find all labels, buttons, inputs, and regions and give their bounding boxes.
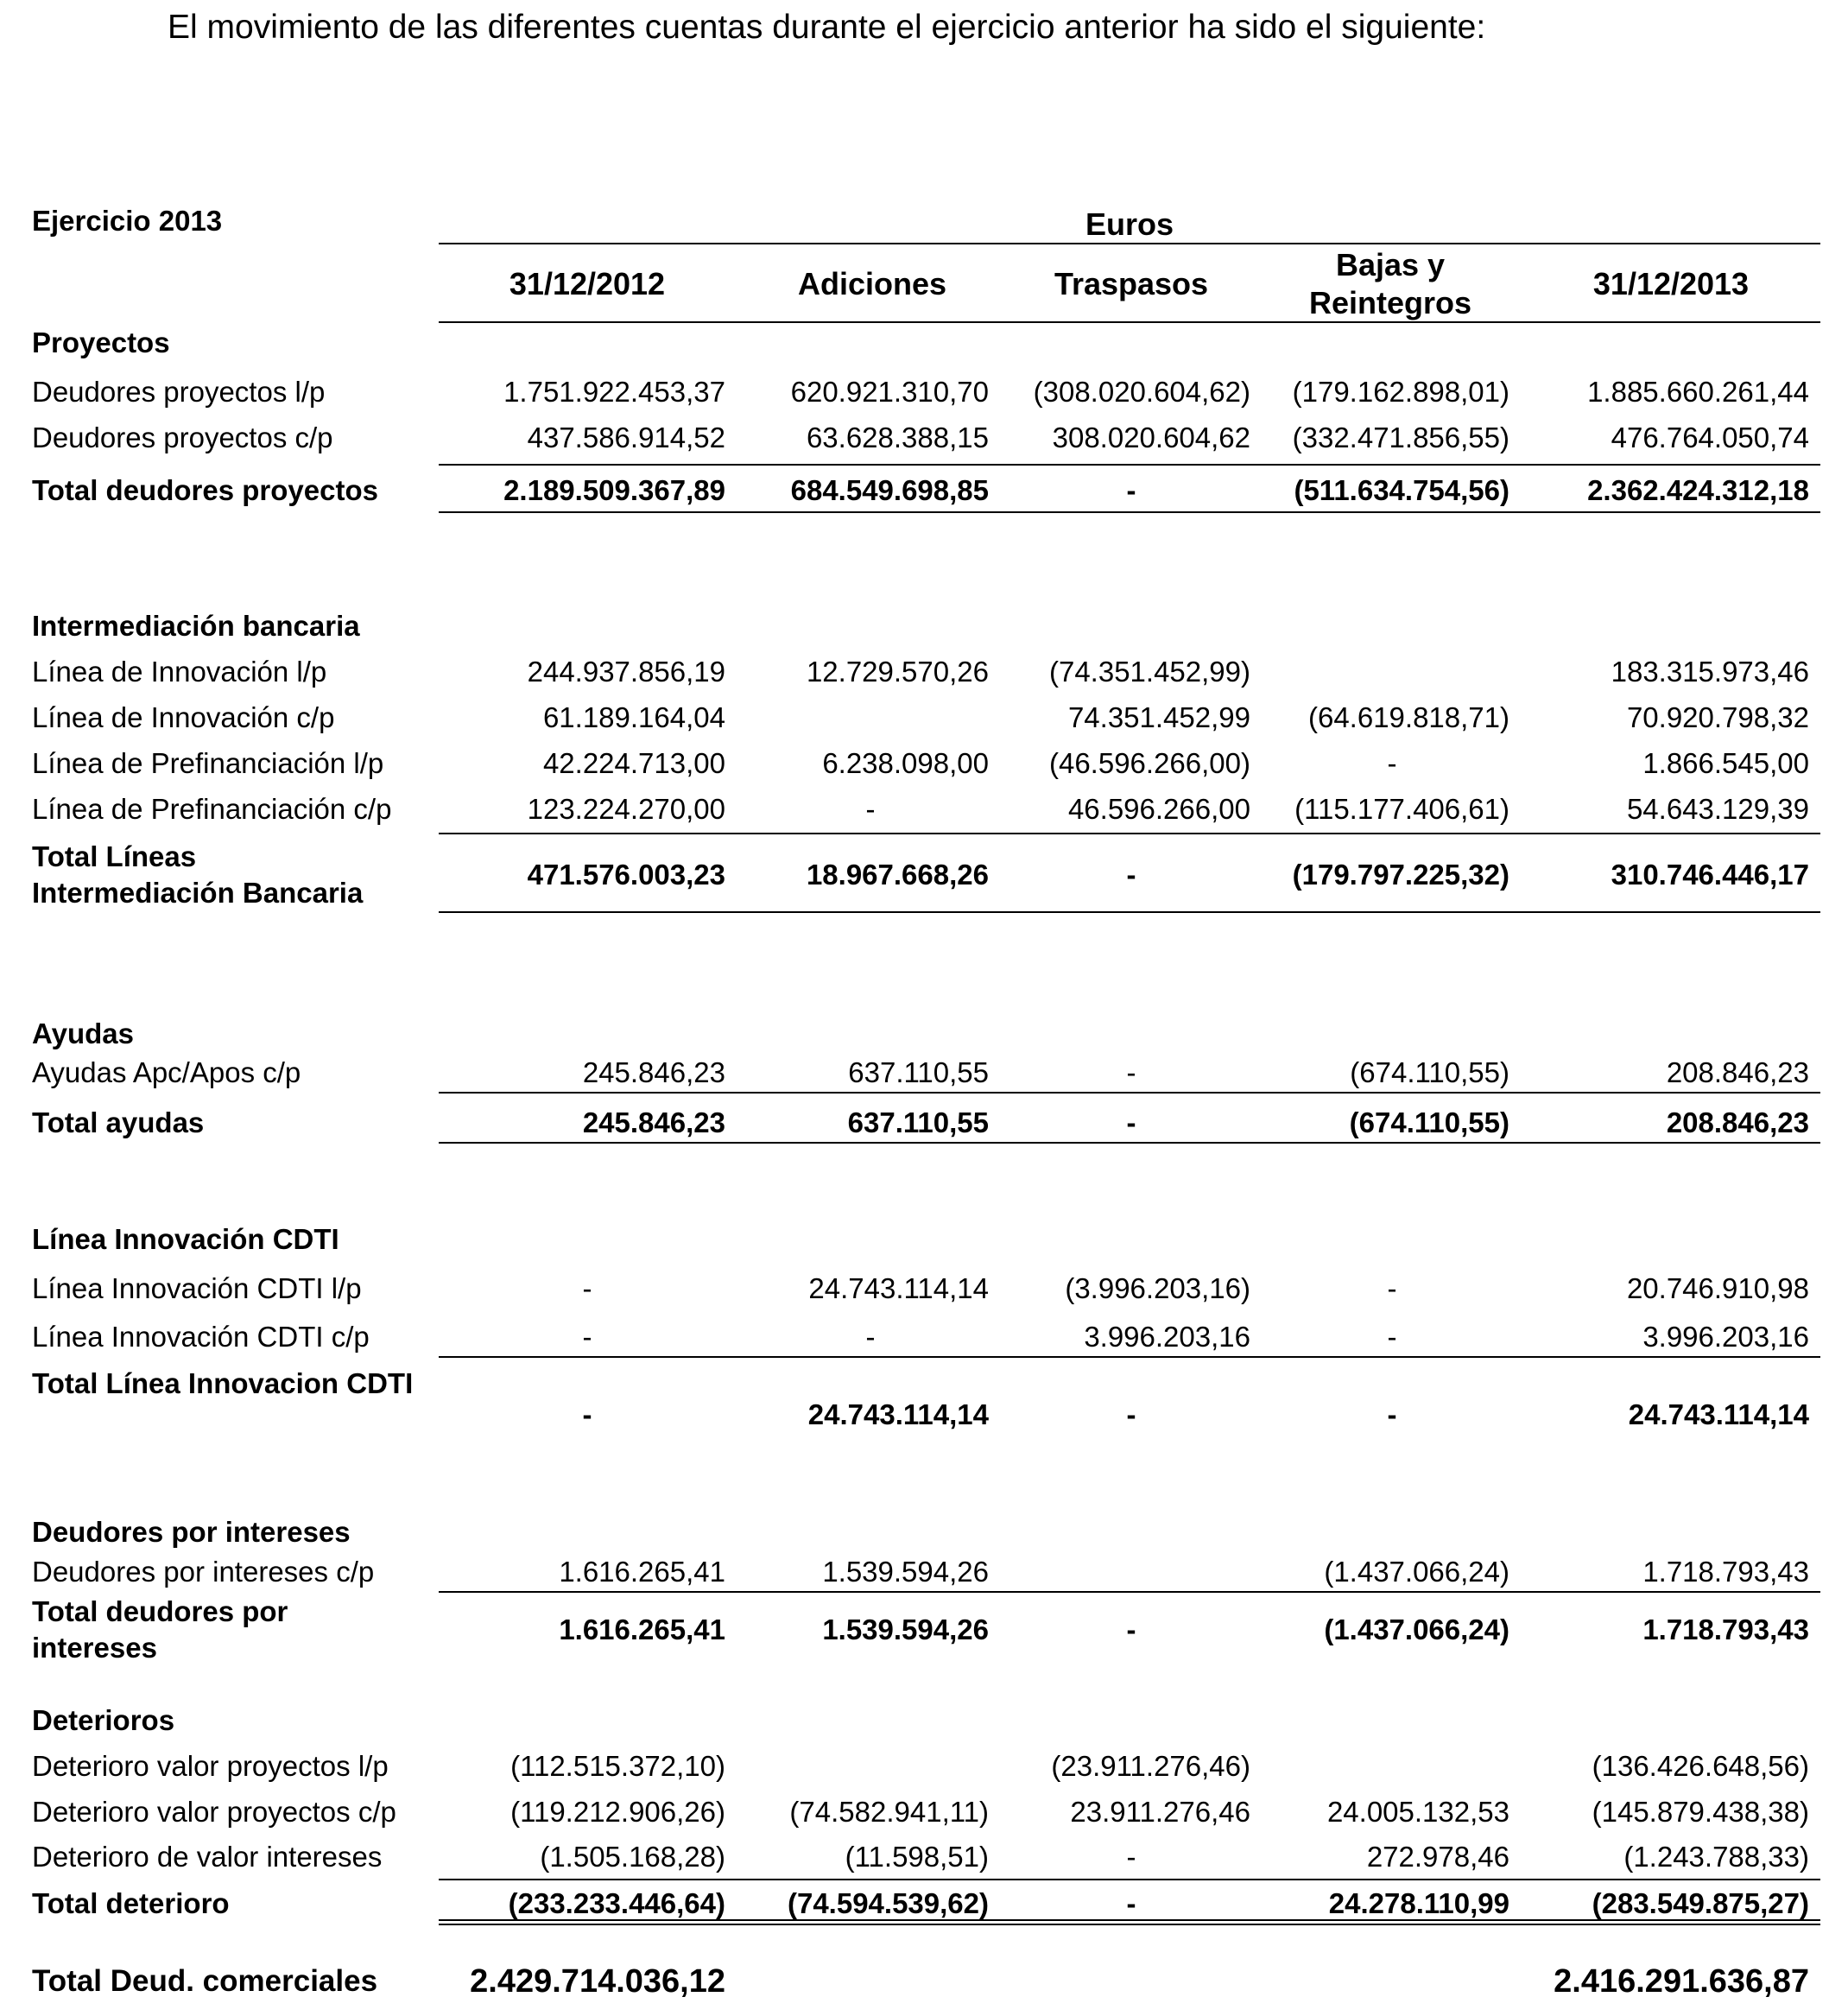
cell-value: 18.967.668,26 bbox=[806, 859, 989, 891]
total-row-label-line2: intereses bbox=[32, 1632, 157, 1664]
cell-value: 2.362.424.312,18 bbox=[1587, 474, 1809, 506]
row-rule bbox=[439, 833, 1820, 834]
cell-value: 1.718.793,43 bbox=[1642, 1556, 1809, 1588]
cell-value: 61.189.164,04 bbox=[542, 701, 725, 733]
cell-value: 1.616.265,41 bbox=[559, 1556, 725, 1588]
row-label: Línea de Prefinanciación l/p bbox=[32, 747, 384, 779]
row-rule bbox=[439, 1092, 1820, 1094]
cell-value: 637.110,55 bbox=[847, 1106, 989, 1138]
cell-value: 476.764.050,74 bbox=[1611, 422, 1809, 453]
cell-value: 1.539.594,26 bbox=[822, 1556, 989, 1588]
total-row-label: Total ayudas bbox=[32, 1106, 205, 1138]
row-label: Línea de Innovación l/p bbox=[32, 656, 327, 688]
intro-text: El movimiento de las diferentes cuentas durante el ejercicio anterior ha sido el siguiente: bbox=[168, 9, 1486, 46]
cell-value: 3.996.203,16 bbox=[1642, 1321, 1809, 1353]
cell-value: (179.162.898,01) bbox=[1292, 376, 1509, 408]
col-header-adiciones: Adiciones bbox=[797, 266, 947, 301]
row-rule bbox=[439, 511, 1820, 513]
row-label: Deudores por intereses c/p bbox=[32, 1556, 375, 1588]
cell-value: (233.233.446,64) bbox=[508, 1887, 725, 1919]
cell-value: 245.846,23 bbox=[582, 1056, 725, 1088]
col-header-2013: 31/12/2013 bbox=[1592, 266, 1750, 301]
col-header-reintegros: Reintegros bbox=[1308, 285, 1472, 320]
cell-value: - bbox=[582, 1321, 592, 1353]
cell-value: - bbox=[1387, 747, 1397, 779]
cell-value: 1.751.922.453,37 bbox=[503, 376, 725, 408]
cell-value: 2.429.714.036,12 bbox=[470, 1963, 725, 2000]
cell-value: - bbox=[865, 793, 876, 825]
row-label: Ayudas Apc/Apos c/p bbox=[32, 1056, 301, 1088]
cell-value: (74.351.452,99) bbox=[1048, 656, 1250, 688]
section-title: Ayudas bbox=[32, 1018, 134, 1049]
section-title: Proyectos bbox=[32, 326, 170, 358]
cell-value: (1.505.168,28) bbox=[540, 1841, 725, 1873]
currency-label: Euros bbox=[1085, 206, 1174, 242]
header-rule-top bbox=[439, 243, 1820, 244]
cell-value: 1.866.545,00 bbox=[1642, 747, 1809, 779]
cell-value: (74.582.941,11) bbox=[789, 1796, 989, 1828]
row-label: Deterioro valor proyectos l/p bbox=[32, 1750, 389, 1782]
cell-value: 637.110,55 bbox=[848, 1056, 989, 1088]
cell-value: 437.586.914,52 bbox=[527, 422, 725, 453]
section-title: Deudores por intereses bbox=[32, 1516, 351, 1548]
cell-value: - bbox=[1387, 1272, 1397, 1304]
col-header-2012: 31/12/2012 bbox=[509, 266, 666, 301]
cell-value: (1.437.066,24) bbox=[1324, 1556, 1509, 1588]
row-label: Línea de Innovación c/p bbox=[32, 701, 335, 733]
total-row-label: Total Deud. comerciales bbox=[32, 1964, 378, 1998]
cell-value: - bbox=[865, 1321, 876, 1353]
row-label: Deterioro valor proyectos c/p bbox=[32, 1796, 396, 1828]
section-title: Línea Innovación CDTI bbox=[32, 1223, 339, 1255]
cell-value: (1.243.788,33) bbox=[1623, 1841, 1809, 1873]
cell-value: 2.416.291.636,87 bbox=[1554, 1963, 1809, 2000]
cell-value: 24.005.132,53 bbox=[1326, 1796, 1509, 1828]
cell-value: 42.224.713,00 bbox=[542, 747, 725, 779]
cell-value: 20.746.910,98 bbox=[1626, 1272, 1809, 1304]
row-label: Línea Innovación CDTI l/p bbox=[32, 1272, 362, 1304]
cell-value: 684.549.698,85 bbox=[790, 474, 989, 506]
cell-value: (136.426.648,56) bbox=[1592, 1750, 1809, 1782]
cell-value: 244.937.856,19 bbox=[527, 656, 725, 688]
cell-value: (308.020.604,62) bbox=[1033, 376, 1250, 408]
cell-value: 310.746.446,17 bbox=[1611, 859, 1809, 891]
cell-value: - bbox=[1126, 1106, 1136, 1138]
cell-value: 3.996.203,16 bbox=[1084, 1321, 1250, 1353]
col-header-bajas: Bajas y bbox=[1335, 247, 1446, 282]
cell-value: (674.110,55) bbox=[1349, 1106, 1509, 1138]
row-rule bbox=[439, 911, 1820, 913]
col-header-traspasos: Traspasos bbox=[1054, 266, 1209, 301]
row-label: Deudores proyectos l/p bbox=[32, 376, 326, 408]
cell-value: (145.879.438,38) bbox=[1592, 1796, 1809, 1828]
cell-value: (3.996.203,16) bbox=[1065, 1272, 1250, 1304]
total-row-label: Total Líneas bbox=[32, 840, 197, 872]
row-rule bbox=[439, 1142, 1820, 1144]
cell-value: 24.278.110,99 bbox=[1328, 1887, 1509, 1919]
row-rule bbox=[439, 1591, 1820, 1593]
cell-value: 620.921.310,70 bbox=[790, 376, 989, 408]
cell-value: - bbox=[1126, 474, 1136, 506]
row-label: Línea Innovación CDTI c/p bbox=[32, 1321, 370, 1353]
cell-value: (23.911.276,46) bbox=[1051, 1750, 1250, 1782]
cell-value: (46.596.266,00) bbox=[1048, 747, 1250, 779]
row-label: Línea de Prefinanciación c/p bbox=[32, 793, 392, 825]
cell-value: 1.539.594,26 bbox=[822, 1613, 989, 1645]
cell-value: 2.189.509.367,89 bbox=[503, 474, 725, 506]
cell-value: 6.238.098,00 bbox=[822, 747, 989, 779]
cell-value: - bbox=[582, 1272, 592, 1304]
cell-value: - bbox=[1387, 1321, 1397, 1353]
cell-value: - bbox=[1126, 1887, 1136, 1919]
ejercicio-label: Ejercicio 2013 bbox=[32, 205, 223, 237]
section-title: Deterioros bbox=[32, 1704, 175, 1736]
row-label: Deterioro de valor intereses bbox=[32, 1841, 383, 1873]
total-row-label: Total deterioro bbox=[32, 1887, 230, 1919]
cell-value: - bbox=[1126, 1841, 1136, 1873]
cell-value: 1.718.793,43 bbox=[1642, 1613, 1809, 1645]
total-row-label: Total deudores por bbox=[32, 1595, 288, 1627]
cell-value: 308.020.604,62 bbox=[1052, 422, 1250, 453]
cell-value: (332.471.856,55) bbox=[1292, 422, 1509, 453]
cell-value: 1.885.660.261,44 bbox=[1587, 376, 1809, 408]
cell-value: - bbox=[1126, 1398, 1136, 1430]
row-rule bbox=[439, 1879, 1820, 1880]
cell-value: 63.628.388,15 bbox=[806, 422, 989, 453]
cell-value: 183.315.973,46 bbox=[1611, 656, 1809, 688]
cell-value: (511.634.754,56) bbox=[1294, 474, 1509, 506]
cell-value: 12.729.570,26 bbox=[806, 656, 989, 688]
cell-value: (112.515.372,10) bbox=[510, 1750, 725, 1782]
cell-value: (11.598,51) bbox=[845, 1841, 989, 1873]
section-title: Intermediación bancaria bbox=[32, 610, 360, 642]
cell-value: 272.978,46 bbox=[1366, 1841, 1509, 1873]
total-row-label: Total Línea Innovacion CDTI bbox=[32, 1367, 414, 1399]
cell-value: 54.643.129,39 bbox=[1626, 793, 1809, 825]
cell-value: 1.616.265,41 bbox=[559, 1613, 725, 1645]
cell-value: (119.212.906,26) bbox=[510, 1796, 725, 1828]
cell-value: - bbox=[1126, 1613, 1136, 1645]
cell-value: (64.619.818,71) bbox=[1307, 701, 1509, 733]
cell-value: (179.797.225,32) bbox=[1292, 859, 1509, 891]
cell-value: 208.846,23 bbox=[1666, 1056, 1809, 1088]
row-rule bbox=[439, 1356, 1820, 1358]
row-rule bbox=[439, 464, 1820, 466]
cell-value: (674.110,55) bbox=[1350, 1056, 1509, 1088]
cell-value: 24.743.114,14 bbox=[808, 1272, 989, 1304]
cell-value: - bbox=[1126, 1056, 1136, 1088]
cell-value: 123.224.270,00 bbox=[527, 793, 725, 825]
cell-value: (283.549.875,27) bbox=[1592, 1887, 1809, 1919]
cell-value: - bbox=[1387, 1398, 1397, 1430]
total-row-label: Total deudores proyectos bbox=[32, 474, 378, 506]
cell-value: - bbox=[582, 1398, 592, 1430]
cell-value: (1.437.066,24) bbox=[1324, 1613, 1509, 1645]
header-rule-bottom bbox=[439, 321, 1820, 323]
cell-value: 70.920.798,32 bbox=[1626, 701, 1809, 733]
cell-value: 245.846,23 bbox=[582, 1106, 725, 1138]
cell-value: 23.911.276,46 bbox=[1070, 1796, 1250, 1828]
cell-value: 471.576.003,23 bbox=[527, 859, 725, 891]
cell-value: 24.743.114,14 bbox=[807, 1398, 989, 1430]
total-row-label-line2: Intermediación Bancaria bbox=[32, 877, 364, 909]
cell-value: - bbox=[1126, 859, 1136, 891]
row-label: Deudores proyectos c/p bbox=[32, 422, 333, 453]
cell-value: 24.743.114,14 bbox=[1628, 1398, 1809, 1430]
cell-value: 46.596.266,00 bbox=[1067, 793, 1250, 825]
cell-value: 74.351.452,99 bbox=[1067, 701, 1250, 733]
cell-value: 208.846,23 bbox=[1666, 1106, 1809, 1138]
cell-value: (115.177.406,61) bbox=[1294, 793, 1509, 825]
cell-value: (74.594.539,62) bbox=[787, 1887, 989, 1919]
